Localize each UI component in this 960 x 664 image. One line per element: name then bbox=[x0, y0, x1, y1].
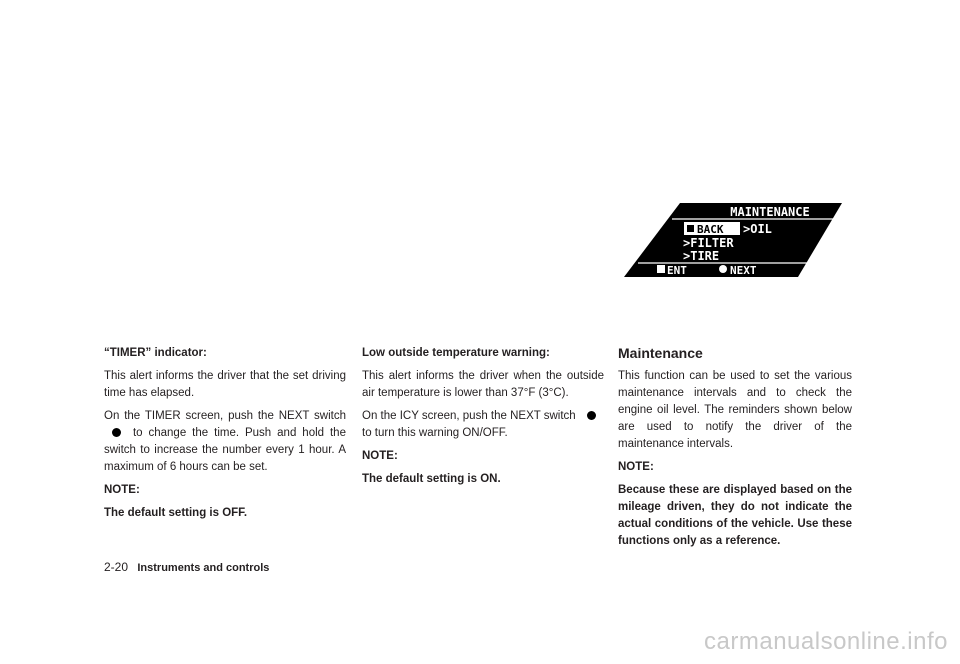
section-name: Instruments and controls bbox=[137, 562, 270, 574]
timer-column bbox=[104, 345, 346, 528]
maintenance-note-label: NOTE: bbox=[618, 461, 654, 473]
timer-paragraph-2 bbox=[104, 408, 346, 476]
temperature-paragraph-2a: On the ICY screen, push the NEXT switch bbox=[362, 410, 576, 422]
maintenance-column bbox=[618, 345, 852, 556]
maintenance-note-text: Because these are displayed based on the mileage driven, they do not indicate the actual conditions of the vehicle. Use these functions only as a reference. bbox=[618, 484, 852, 547]
display-footer-enter: ENT bbox=[667, 264, 687, 277]
temperature-heading: Low outside temperature warning: bbox=[362, 347, 550, 359]
timer-paragraph-1: This alert informs the driver that the set driving time has elapsed. bbox=[104, 370, 346, 399]
next-switch-icon bbox=[112, 428, 121, 437]
display-title: MAINTENANCE bbox=[730, 205, 810, 219]
temperature-paragraph-2b: to turn this warning ON/OFF. bbox=[362, 427, 508, 439]
timer-paragraph-2b: to change the time. Push and hold the switch to increase the number every 1 hour. A maximum of 6 hours can be set. bbox=[104, 427, 346, 473]
next-switch-icon bbox=[587, 411, 596, 420]
temperature-paragraph-2 bbox=[362, 408, 604, 442]
display-item-tire: >TIRE bbox=[683, 249, 720, 263]
timer-paragraph-2a: On the TIMER screen, push the NEXT switch bbox=[104, 410, 346, 422]
temperature-paragraph-1: This alert informs the driver when the outside air temperature is lower than 37°F (3°C). bbox=[362, 370, 604, 399]
timer-note-label: NOTE: bbox=[104, 484, 140, 496]
enter-icon bbox=[657, 265, 665, 273]
watermark: carmanualsonline.info bbox=[704, 628, 948, 655]
temperature-note-text: The default setting is ON. bbox=[362, 473, 501, 485]
display-item-oil: >OIL bbox=[743, 222, 772, 236]
timer-heading: “TIMER” indicator: bbox=[104, 347, 207, 359]
maintenance-paragraph-1: This function can be used to set the various maintenance intervals and to check the engine oil level. The reminders shown below are used to notify the driver of the maintenance intervals. bbox=[618, 370, 852, 450]
next-icon bbox=[719, 265, 727, 273]
temperature-column bbox=[362, 345, 604, 494]
display-footer-next: NEXT bbox=[730, 264, 757, 277]
maintenance-title: Maintenance bbox=[618, 345, 703, 361]
back-icon bbox=[687, 225, 694, 232]
display-item-filter: >FILTER bbox=[683, 236, 734, 250]
temperature-note-label: NOTE: bbox=[362, 450, 398, 462]
timer-note-text: The default setting is OFF. bbox=[104, 507, 248, 519]
maintenance-display-illustration bbox=[620, 198, 846, 280]
page-number: 2-20 bbox=[104, 560, 129, 574]
display-back-item: BACK bbox=[697, 223, 724, 236]
page-footer bbox=[104, 560, 269, 574]
